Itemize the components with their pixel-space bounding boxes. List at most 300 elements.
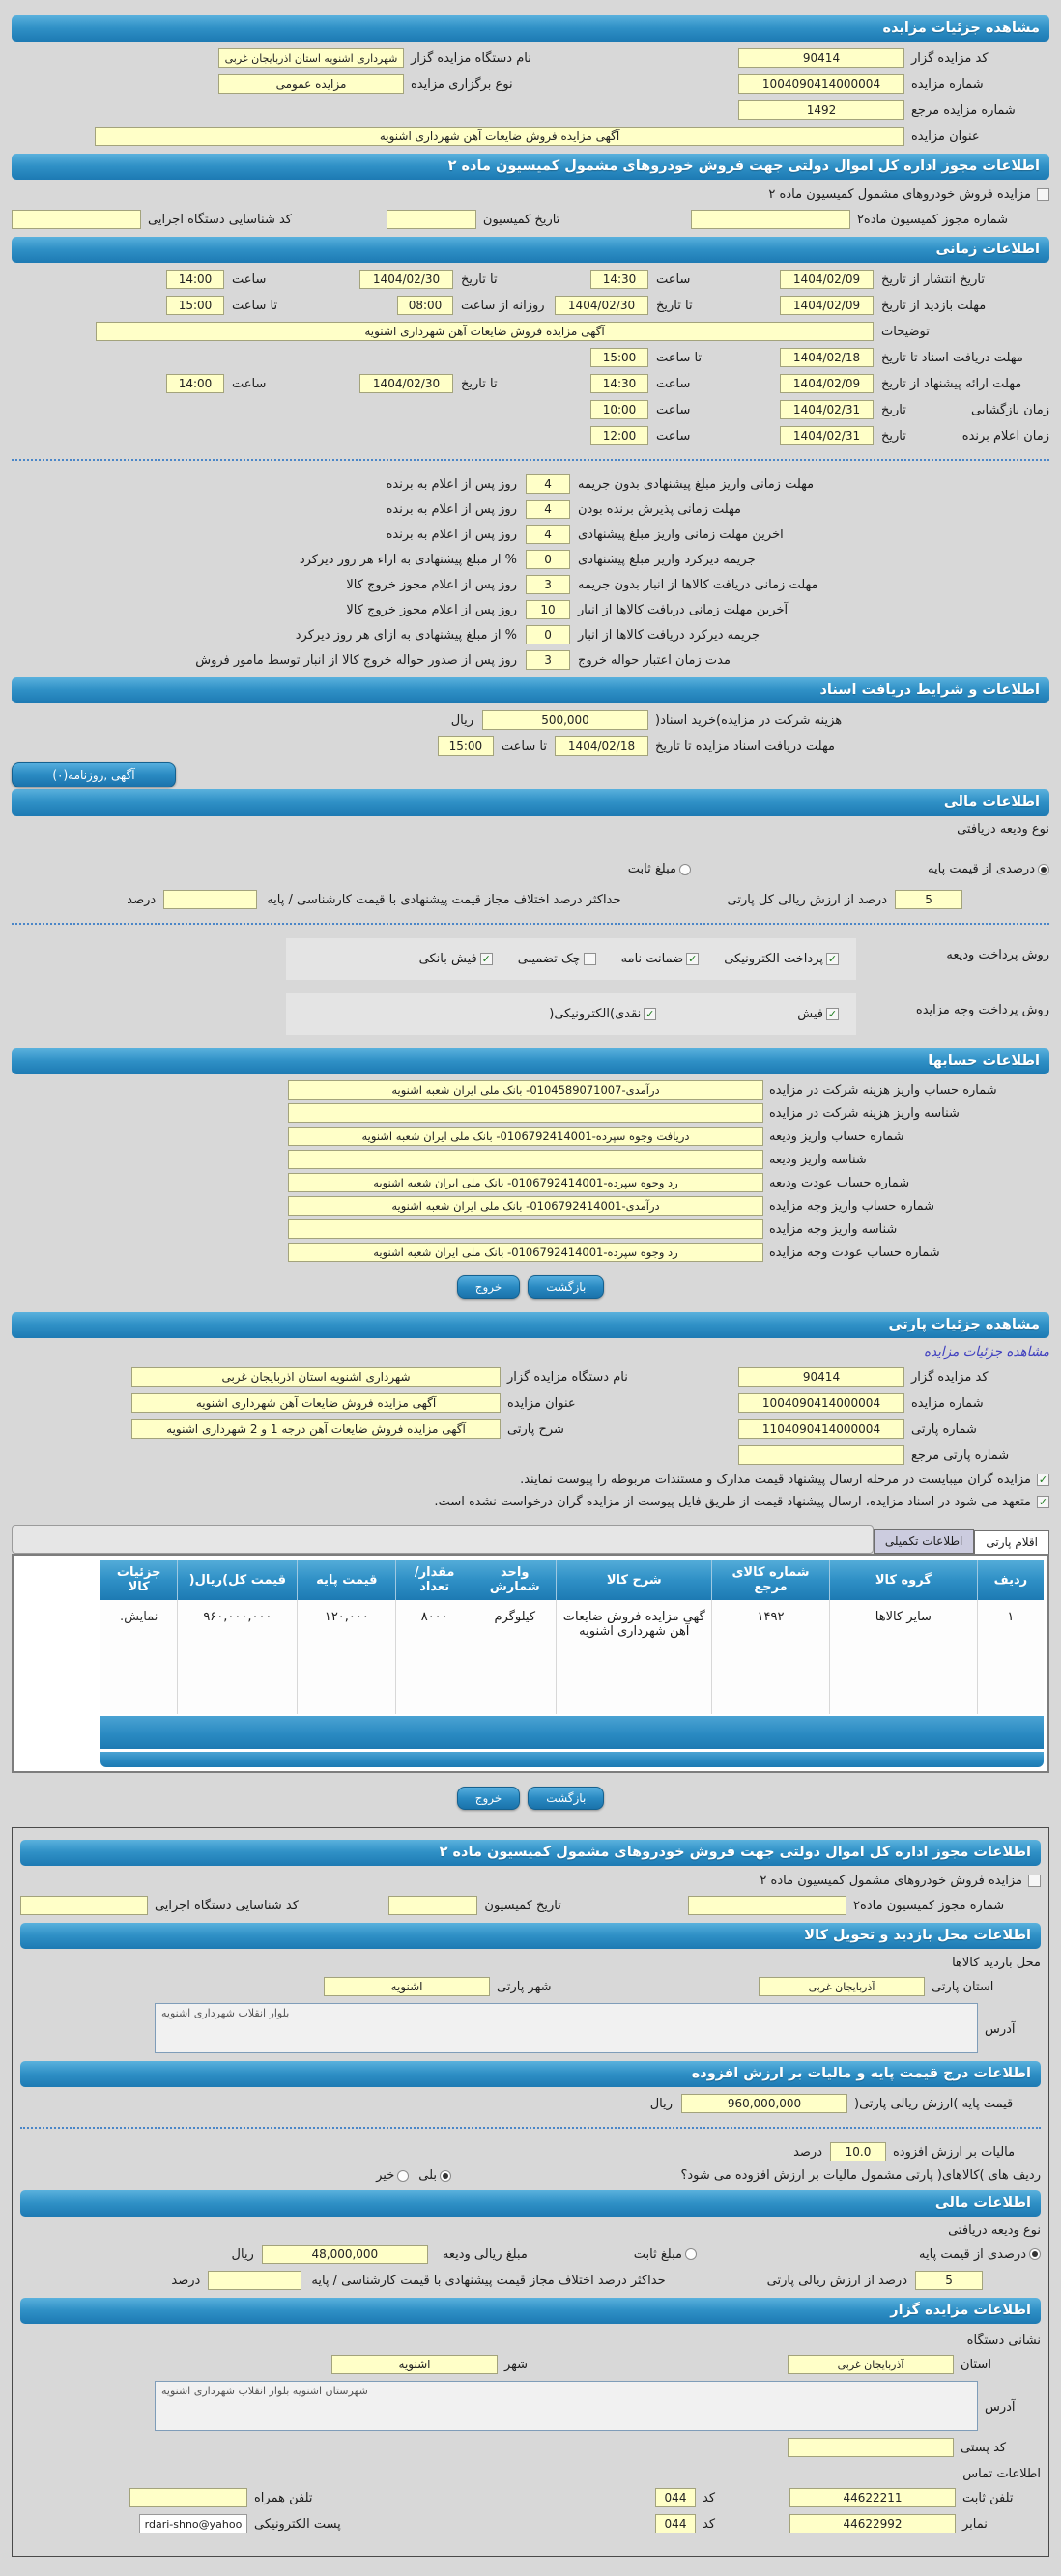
offer-hour-label: ساعت	[656, 376, 691, 391]
items-table	[100, 1560, 1044, 1714]
method-option	[419, 952, 493, 966]
commission-date-label: تاریخ کمیسیون	[482, 212, 560, 227]
party-row-4	[12, 1445, 1049, 1465]
fixed-amount2-label: مبلغ ثابت	[633, 2247, 683, 2262]
agency-id-field[interactable]	[12, 210, 141, 229]
vat-no-radio[interactable]	[397, 2170, 409, 2182]
no-file-request-checkbox[interactable]: ✓	[1038, 1496, 1048, 1508]
vat-field[interactable]: 10.0	[830, 2142, 886, 2161]
rule-label: جریمه دیرکرد دریافت کالاها از انبار	[578, 627, 760, 643]
organizer-province-row	[20, 2355, 1041, 2374]
show-goods-details-link[interactable]: نمایش.	[100, 1600, 178, 1714]
auction-title-field[interactable]: آگهی مزایده فروش ضایعات آهن شهرداری اشنویه	[95, 127, 904, 146]
percent-of-base2-radio[interactable]	[1029, 2248, 1041, 2260]
electronic-payment-checkbox[interactable]: ✓	[827, 953, 838, 965]
bank-slip-label: فیش بانکی	[418, 952, 477, 966]
notes-field[interactable]: آگهی مزایده فروش ضایعات آهن شهرداری اشنویه	[96, 322, 874, 341]
offer-from-field[interactable]: 1404/02/09	[780, 374, 874, 393]
permit2-fields-row	[20, 1896, 1041, 1915]
deposit-amount-field[interactable]: 48,000,000	[262, 2245, 428, 2264]
auction-code-field[interactable]: 90414	[738, 48, 904, 68]
docs-fee-label: هزینه شرکت در مزایده)خرید اسناد(	[655, 712, 843, 728]
vat-question-label: ردیف های )کالاهای( پارتی مشمول مالیات بر ارزش افزوده می شود؟	[680, 2168, 1041, 2183]
account-field[interactable]: دریافت وجوه سپرده-0106792414001- بانک ملی ایران شعبه اشنویه	[288, 1127, 763, 1146]
winner-time-field[interactable]: 12:00	[590, 426, 648, 445]
section-header-auction-details: مشاهده جزئیات مزایده	[12, 15, 1049, 42]
deposit-method-row	[12, 938, 1049, 980]
table-pager-bar	[100, 1752, 1044, 1767]
permit-checkline	[12, 187, 1049, 202]
account-field[interactable]	[288, 1103, 763, 1123]
party-address-row	[20, 2003, 1041, 2053]
table-footer-bar	[100, 1716, 1044, 1749]
view-auction-details-link[interactable]: مشاهده جزئیات مزایده	[923, 1344, 1049, 1360]
account-field[interactable]	[288, 1150, 763, 1169]
account-label: شماره حساب واریز ودیعه	[769, 1129, 904, 1144]
visit-to-label: تا تاریخ	[656, 298, 693, 313]
postal-code-label: کد پستی	[961, 2440, 1007, 2455]
postal-code-field[interactable]	[788, 2438, 954, 2457]
offer-from-time-field[interactable]: 14:30	[590, 374, 648, 393]
divider-dotted	[12, 923, 1049, 925]
account-field[interactable]: رد وجوه سپرده-0106792414001- بانک ملی ایران شعبه اشنویه	[288, 1243, 763, 1262]
secured-check-label: چک تضمینی	[517, 952, 581, 966]
commission2-date-label: تاریخ کمیسیون	[484, 1898, 561, 1913]
party-number-field[interactable]: 1004090414000004	[738, 1393, 904, 1413]
payment-method-panel	[286, 993, 856, 1035]
party-number-label: شماره مزایده	[911, 1395, 984, 1411]
section-header-accounts: اطلاعات حسابها	[12, 1048, 1049, 1074]
percent-of-base2-label: درصدی از قیمت پایه	[919, 2247, 1026, 2262]
back-button[interactable]: بازگشت	[528, 1787, 604, 1810]
rule-value-field[interactable]: 0	[526, 625, 570, 644]
permit-no-label: شماره مجوز کمیسیون ماده۲	[856, 212, 1009, 227]
permit2-checkbox-label: مزایده فروش خودروهای مشمول کمیسیون ماده ۲	[760, 1874, 1022, 1888]
permit2-no-field[interactable]	[688, 1896, 846, 1915]
fixed-amount-label: مبلغ ثابت	[627, 862, 677, 876]
email-label: پست الکترونیکی	[254, 2516, 341, 2532]
party-city-label: شهر پارتی	[497, 1979, 552, 1994]
section-header-organizer: اطلاعات مزایده گزار	[20, 2298, 1041, 2324]
table-left-strip	[17, 1560, 100, 1767]
offer-row	[12, 374, 1049, 393]
party-province-field[interactable]: آذربایجان غربی	[759, 1977, 925, 1996]
daily-label: روزانه از ساعت	[461, 298, 545, 313]
party-address-field[interactable]: بلوار انقلاب شهرداری اشنویه	[155, 2003, 978, 2053]
permit-checkbox-label: مزایده فروش خودروهای مشمول کمیسیون ماده ۲	[768, 187, 1031, 202]
party-code-field[interactable]: 90414	[738, 1367, 904, 1387]
winner-date-word: تاریخ	[881, 428, 906, 444]
cell-base-price: ۱۲۰,۰۰۰	[298, 1600, 396, 1714]
account-label: شناسه واریز وجه مزایده	[769, 1221, 898, 1237]
docs-deadline-row	[12, 348, 1049, 367]
party-row-2	[12, 1393, 1049, 1413]
publish-label: تاریخ انتشار از تاریخ	[881, 272, 986, 287]
opening-time-field[interactable]: 10:00	[590, 400, 648, 419]
offer-to-hour-label: ساعت	[232, 376, 267, 391]
method-option	[549, 1007, 656, 1021]
organizer-province-label: استان	[961, 2357, 991, 2372]
agency2-id-label: کد شناسایی دستگاه اجرایی	[154, 1898, 299, 1913]
cash-electronic-checkbox[interactable]: ✓	[645, 1008, 655, 1020]
vat-yes-label: بلی	[418, 2168, 437, 2183]
phone-field[interactable]: 44622211	[789, 2488, 956, 2507]
device-address-label: نشانی دستگاه	[966, 2333, 1041, 2348]
contact-info-label: اطلاعات تماس	[962, 2467, 1041, 2481]
max-diff-field[interactable]	[163, 890, 257, 909]
phone-code-field[interactable]: 044	[655, 2488, 696, 2507]
notes-label: توضیحات	[881, 324, 930, 339]
newspaper-ads-button[interactable]: آگهی ,روزنامه(۰)	[12, 762, 176, 787]
account-row	[12, 1080, 1049, 1100]
publish-from-field[interactable]: 1404/02/09	[780, 270, 874, 289]
deposit-type-label: نوع ودیعه دریافتی	[957, 822, 1049, 837]
docs-deadline2-date-field[interactable]: 1404/02/18	[555, 736, 648, 756]
section-header-timing: اطلاعات زمانی	[12, 237, 1049, 263]
party-no-label: شماره پارتی	[911, 1421, 977, 1437]
vat-yes-radio[interactable]	[440, 2170, 451, 2182]
percent-value2-row	[20, 2271, 1041, 2290]
auction-org-field[interactable]: شهرداری اشنویه استان اذربایجان غربی	[218, 48, 404, 68]
percent-value-field[interactable]: 5	[895, 890, 962, 909]
guarantee-letter-label: ضمانت نامه	[620, 952, 684, 966]
permit2-no-label: شماره مجوز کمیسیون ماده۲	[853, 1898, 1005, 1913]
visit-row	[12, 296, 1049, 315]
account-field[interactable]: رد وجوه سپرده-0106792414001- بانک ملی ایران شعبه اشنویه	[288, 1173, 763, 1192]
auction-number-field[interactable]: 1004090414000004	[738, 74, 904, 94]
winner-date-field[interactable]: 1404/02/31	[780, 426, 874, 445]
method-option	[518, 952, 596, 966]
phone-label: تلفن ثابت	[962, 2490, 1014, 2505]
party-province-label: استان پارتی	[932, 1979, 994, 1994]
exit-button[interactable]: خروج	[457, 1787, 521, 1810]
no-file-request-label: متعهد می شود در اسناد مزایده، ارسال پیشنهاد قیمت از طریق فایل پیوست از مزایده گران درخواست نشده است.	[434, 1495, 1031, 1509]
account-row	[12, 1219, 1049, 1239]
base-price-unit: ریال	[649, 2096, 673, 2111]
party-tabs	[12, 1525, 1049, 1554]
auction-title-label: عنوان مزایده	[911, 129, 980, 144]
fixed-amount2-radio[interactable]	[685, 2248, 697, 2260]
bank-slip-checkbox[interactable]: ✓	[481, 953, 491, 965]
rule-value-field[interactable]: 10	[526, 600, 570, 619]
publish-to-hour-label: ساعت	[232, 272, 267, 287]
postal-code-row	[20, 2438, 1041, 2457]
rule-value-field[interactable]: 4	[526, 500, 570, 519]
publish-to-time-field[interactable]: 14:00	[166, 270, 224, 289]
email-field[interactable]: rdari-shno@yahoo	[139, 2514, 247, 2533]
rule-suffix: روز پس از اعلام به برنده	[386, 476, 517, 492]
tab-party-items[interactable]: اقلام پارتی	[974, 1530, 1049, 1554]
percent-suffix2-label: درصد از ارزش ریالی پارتی	[766, 2273, 907, 2288]
account-row	[12, 1173, 1049, 1192]
tab-additional-info[interactable]: اطلاعات تکمیلی	[874, 1529, 974, 1554]
rule-row	[12, 525, 1049, 544]
visit-to-field[interactable]: 1404/02/30	[555, 296, 648, 315]
deposit-method-label: روش پرداخت ودیعه	[946, 948, 1049, 962]
party-row-1	[12, 1367, 1049, 1387]
section-header-financial-2: اطلاعات مالی	[20, 2190, 1041, 2217]
rule-value-field[interactable]: 3	[526, 575, 570, 594]
commission-date-field[interactable]	[387, 210, 476, 229]
base-price-row	[20, 2094, 1041, 2113]
fax-row	[20, 2514, 1041, 2533]
cell-ref-goods-number: ۱۴۹۲	[712, 1600, 830, 1714]
publish-to-label: تا تاریخ	[461, 272, 498, 287]
fixed-amount-radio[interactable]	[679, 864, 691, 875]
section-header-docs: اطلاعات و شرایط دریافت اسناد	[12, 677, 1049, 703]
rule-row	[12, 575, 1049, 594]
docs-deadline-label: مهلت دریافت اسناد تا تاریخ	[881, 350, 1023, 365]
account-field[interactable]: درآمدی-0106792414001- بانک ملی ایران شعبه اشنویه	[288, 1196, 763, 1216]
auction-code-label: کد مزایده گزار	[911, 50, 989, 66]
col-count-unit: واحد شمارش	[473, 1560, 557, 1600]
organizer-city-field[interactable]: اشنویه	[331, 2355, 498, 2374]
items-row	[100, 1600, 1044, 1714]
account-label: شناسه واریز ودیعه	[769, 1152, 867, 1167]
rule-suffix: روز پس از اعلام مجوز خروج کالا	[346, 602, 517, 617]
party-city-field[interactable]: اشنویه	[324, 1977, 490, 1996]
offer-label: مهلت ارائه پیشنهاد از تاریخ	[881, 376, 1022, 391]
party-footer-buttons	[12, 1787, 1049, 1810]
visit-place-row	[20, 1956, 1041, 1970]
percent-suffix-label: درصد از ارزش ریالی کل پارتی	[727, 892, 887, 907]
fax-label: نمابر	[962, 2516, 988, 2532]
agency-id-label: کد شناسایی دستگاه اجرایی	[148, 212, 292, 227]
section-header-party: مشاهده جزئیات پارتی	[12, 1312, 1049, 1338]
auction-type-field[interactable]: مزایده عمومی	[218, 74, 404, 94]
party-ref-field[interactable]	[738, 1445, 904, 1465]
organizer-address-field[interactable]: شهرستان اشنویه بلوار انقلاب شهرداری اشنویه	[155, 2381, 978, 2431]
party-check-2	[12, 1495, 1049, 1509]
section-header-permit: اطلاعات مجوز اداره کل اموال دولتی جهت فروش خودروهای مشمول کمیسیون ماده ۲	[12, 154, 1049, 180]
commission2-date-field[interactable]	[388, 1896, 478, 1915]
deposit-type2-row	[20, 2223, 1041, 2238]
slip-label: فیش	[797, 1007, 823, 1021]
rule-row	[12, 650, 1049, 670]
method-option	[621, 952, 700, 966]
rule-row	[12, 550, 1049, 569]
party-desc-field[interactable]: آگهی مزایده فروش ضایعات آهن درجه 1 و 2 شهرداری اشنویه	[131, 1419, 501, 1439]
organizer-city-label: شهر	[504, 2357, 529, 2372]
party-org-field[interactable]: شهرداری اشنویه استان اذربایجان غربی	[131, 1367, 501, 1387]
mobile-field[interactable]	[129, 2488, 247, 2507]
opening-date-word: تاریخ	[881, 402, 906, 417]
rule-label: جریمه دیرکرد واریز مبلغ پیشنهادی	[578, 552, 756, 567]
cell-goods-group: سایر کالاها	[829, 1600, 977, 1714]
permit2-checkline	[20, 1874, 1041, 1888]
vat-unit: درصد	[793, 2144, 822, 2160]
percent-value2-field[interactable]: 5	[915, 2271, 983, 2290]
docs-deadline2-hour-label: تا ساعت	[501, 738, 547, 754]
account-row	[12, 1196, 1049, 1216]
winner-hour-label: ساعت	[656, 428, 691, 444]
visit-end-label: تا ساعت	[232, 298, 278, 313]
slip-checkbox[interactable]: ✓	[827, 1008, 838, 1020]
permit2-checkbox[interactable]	[1028, 1875, 1041, 1887]
account-field[interactable]: درآمدی-0104589071007- بانک ملی ایران شعبه اشنویه	[288, 1080, 763, 1100]
items-header-row	[100, 1560, 1044, 1600]
base-price-field[interactable]: 960,000,000	[681, 2094, 847, 2113]
winner-row	[12, 426, 1049, 445]
footer-buttons	[12, 1275, 1049, 1299]
docs-deadline2-row	[12, 736, 1049, 756]
agency2-id-field[interactable]	[20, 1896, 148, 1915]
account-label: شناسه واریز هزینه شرکت در مزایده	[769, 1105, 960, 1121]
col-goods-desc: شرح کالا	[557, 1560, 712, 1600]
opening-label: زمان بازگشایی	[971, 402, 1049, 417]
guarantee-letter-checkbox[interactable]: ✓	[688, 953, 698, 965]
method-option	[797, 1007, 839, 1021]
auction-ref-label: شماره مزایده مرجع	[911, 102, 1016, 118]
party-edit-box	[12, 1827, 1049, 2557]
visit-place-label: محل بازدید کالاها	[952, 1956, 1041, 1970]
divider-dotted	[20, 2127, 1041, 2129]
auction-ref-field[interactable]: 1492	[738, 100, 904, 120]
phone-row	[20, 2488, 1041, 2507]
rule-value-field[interactable]: 0	[526, 550, 570, 569]
items-table-wrap	[100, 1560, 1044, 1767]
party-ref-label: شماره پارتی مرجع	[911, 1447, 1010, 1463]
docs-deadline-time-field[interactable]: 15:00	[590, 348, 648, 367]
tab-filler-bar	[12, 1525, 874, 1554]
party-no-field[interactable]: 1104090414000004	[738, 1419, 904, 1439]
account-row	[12, 1243, 1049, 1262]
party-check-1	[12, 1473, 1049, 1487]
section-header-permit-2: اطلاعات مجوز اداره کل اموال دولتی جهت فروش خودروهای مشمول کمیسیون ماده ۲	[20, 1840, 1041, 1866]
vat-row	[20, 2142, 1041, 2161]
rule-row	[12, 600, 1049, 619]
deposit-method-panel	[286, 938, 856, 980]
permit-no-field[interactable]	[691, 210, 850, 229]
rule-label: مهلت زمانی دریافت کالاها از انبار بدون جریمه	[578, 577, 818, 592]
deposit-option2-row	[20, 2245, 1041, 2264]
fax-code-field[interactable]: 044	[655, 2514, 696, 2533]
rule-label: مدت زمان اعتبار حواله خروج	[578, 652, 731, 668]
opening-date-field[interactable]: 1404/02/31	[780, 400, 874, 419]
visit-start-field[interactable]: 08:00	[397, 296, 453, 315]
visit-end-field[interactable]: 15:00	[166, 296, 224, 315]
deposit-type2-label: نوع ودیعه دریافتی	[948, 2223, 1041, 2238]
rule-suffix: روز پس از اعلام به برنده	[386, 501, 517, 517]
docs-deadline2-time-field[interactable]: 15:00	[438, 736, 494, 756]
auction-org-label: نام دستگاه مزایده گزار	[411, 50, 531, 66]
max-diff-label: حداکثر درصد اختلاف مجاز قیمت پیشنهادی با قیمت کارشناسی / پایه	[267, 892, 621, 907]
rule-value-field[interactable]: 4	[526, 474, 570, 494]
account-field[interactable]	[288, 1219, 763, 1239]
rule-value-field[interactable]: 4	[526, 525, 570, 544]
col-total-price: قیمت کل)ریال(	[178, 1560, 298, 1600]
party-org-label: نام دستگاه مزایده گزار	[507, 1369, 628, 1385]
col-base-price: قیمت پایه	[298, 1560, 396, 1600]
rule-value-field[interactable]: 3	[526, 650, 570, 670]
deposit-amount-label: مبلغ ریالی ودیعه	[442, 2247, 528, 2262]
col-quantity: مقدار/ تعداد	[396, 1560, 473, 1600]
party-desc-label: شرح پارتی	[507, 1421, 564, 1437]
cell-total-price: ۹۶۰,۰۰۰,۰۰۰	[178, 1600, 298, 1714]
rule-label: آخرین مهلت زمانی دریافت کالاها از انبار	[578, 602, 789, 617]
deposit-type-row	[12, 822, 1049, 837]
max-diff2-field[interactable]	[208, 2271, 301, 2290]
col-row-number: ردیف	[977, 1560, 1044, 1600]
rule-label: مهلت زمانی واریز مبلغ پیشنهادی بدون جریمه	[578, 476, 815, 492]
max-diff2-label: حداکثر درصد اختلاف مجاز قیمت پیشنهادی با قیمت کارشناسی / پایه	[311, 2273, 666, 2288]
cell-goods-desc: گهی مزایده فروش ضایعات آهن شهرداری اشنویه	[557, 1600, 712, 1714]
percent-of-base-radio[interactable]	[1038, 864, 1049, 875]
auction-number-label: شماره مزایده	[911, 76, 984, 92]
offer-to-field[interactable]: 1404/02/30	[359, 374, 453, 393]
docs-fee-row	[12, 710, 1049, 730]
visit-label: مهلت بازدید از تاریخ	[881, 298, 987, 313]
publish-hour-label: ساعت	[656, 272, 691, 287]
cell-row-number: ۱	[977, 1600, 1044, 1714]
fax-code-label: کد	[703, 2516, 716, 2532]
phone-code-label: کد	[703, 2490, 716, 2505]
col-ref-goods-number: شماره کالای مرجع	[712, 1560, 830, 1600]
section-header-financial-1: اطلاعات مالی	[12, 789, 1049, 816]
opening-hour-label: ساعت	[656, 402, 691, 417]
party-title-label: عنوان مزایده	[507, 1395, 576, 1411]
payment-method-row	[12, 993, 1049, 1035]
docs-deadline-date-field[interactable]: 1404/02/18	[780, 348, 874, 367]
deposit-amount-unit: ریال	[231, 2247, 254, 2262]
attach-docs-label: مزایده گران میبایست در مرحله ارسال پیشنهاد قیمت مدارک و مستندات مربوطه را پیوست نمایند.	[520, 1473, 1031, 1487]
rule-row	[12, 500, 1049, 519]
account-label: شماره حساب عودت وجه مزایده	[769, 1245, 940, 1260]
permit-checkbox[interactable]	[1037, 188, 1049, 201]
auction-row-3	[12, 100, 1049, 120]
cell-quantity: ۸۰۰۰	[396, 1600, 473, 1714]
back-button[interactable]: بازگشت	[528, 1275, 604, 1299]
exit-button[interactable]: خروج	[457, 1275, 521, 1299]
permit-fields-row	[12, 210, 1049, 229]
mobile-label: تلفن همراه	[254, 2490, 313, 2505]
base-price-label: قیمت پایه )ارزش ریالی پارتی(	[854, 2096, 1014, 2111]
vat-question-row	[20, 2168, 1041, 2183]
vat-label: مالیات بر ارزش افزوده	[893, 2144, 1016, 2160]
offer-to-time-field[interactable]: 14:00	[166, 374, 224, 393]
account-row	[12, 1103, 1049, 1123]
notes-row	[12, 322, 1049, 341]
publish-from-time-field[interactable]: 14:30	[590, 270, 648, 289]
rule-row	[12, 625, 1049, 644]
rule-label: اخرین مهلت زمانی واریز مبلغ پیشنهادی	[578, 527, 784, 542]
party-title-field[interactable]: آگهی مزایده فروش ضایعات آهن شهرداری اشنویه	[131, 1393, 501, 1413]
rule-suffix: روز پس از صدور حواله خروج کالا از انبار توسط مامور فروش	[195, 652, 517, 668]
secured-check-checkbox[interactable]	[584, 953, 596, 965]
rule-suffix: % از مبلغ پیشنهادی به ازای هر روز دیرکرد	[295, 627, 517, 643]
organizer-province-field[interactable]: آذربایجان غربی	[788, 2355, 954, 2374]
account-label: شماره حساب واریز وجه مزایده	[769, 1198, 935, 1214]
organizer-address-label: آدرس	[985, 2400, 1016, 2415]
deposit-option-row	[12, 862, 1049, 876]
percent-of-base-label: درصدی از قیمت پایه	[928, 862, 1035, 876]
account-label: شماره حساب واریز هزینه شرکت در مزایده	[769, 1082, 997, 1098]
visit-from-field[interactable]: 1404/02/09	[780, 296, 874, 315]
docs-fee-field[interactable]: 500,000	[482, 710, 648, 730]
cell-count-unit: کیلوگرم	[473, 1600, 557, 1714]
attach-docs-checkbox[interactable]: ✓	[1038, 1474, 1048, 1486]
fax-field[interactable]: 44622992	[789, 2514, 956, 2533]
auction-row-4	[12, 127, 1049, 146]
newspaper-row	[12, 762, 1049, 787]
publish-to-field[interactable]: 1404/02/30	[359, 270, 453, 289]
divider-dotted	[12, 459, 1049, 461]
rule-suffix: روز پس از اعلام به برنده	[386, 527, 517, 542]
account-label: شماره حساب عودت ودیعه	[769, 1175, 910, 1190]
section-header-location: اطلاعات محل بازدید و تحویل کالا	[20, 1923, 1041, 1949]
auction-row-1	[12, 48, 1049, 68]
section-header-pricing: اطلاعات درج قیمت پایه و مالیات بر ارزش افزوده	[20, 2061, 1041, 2087]
